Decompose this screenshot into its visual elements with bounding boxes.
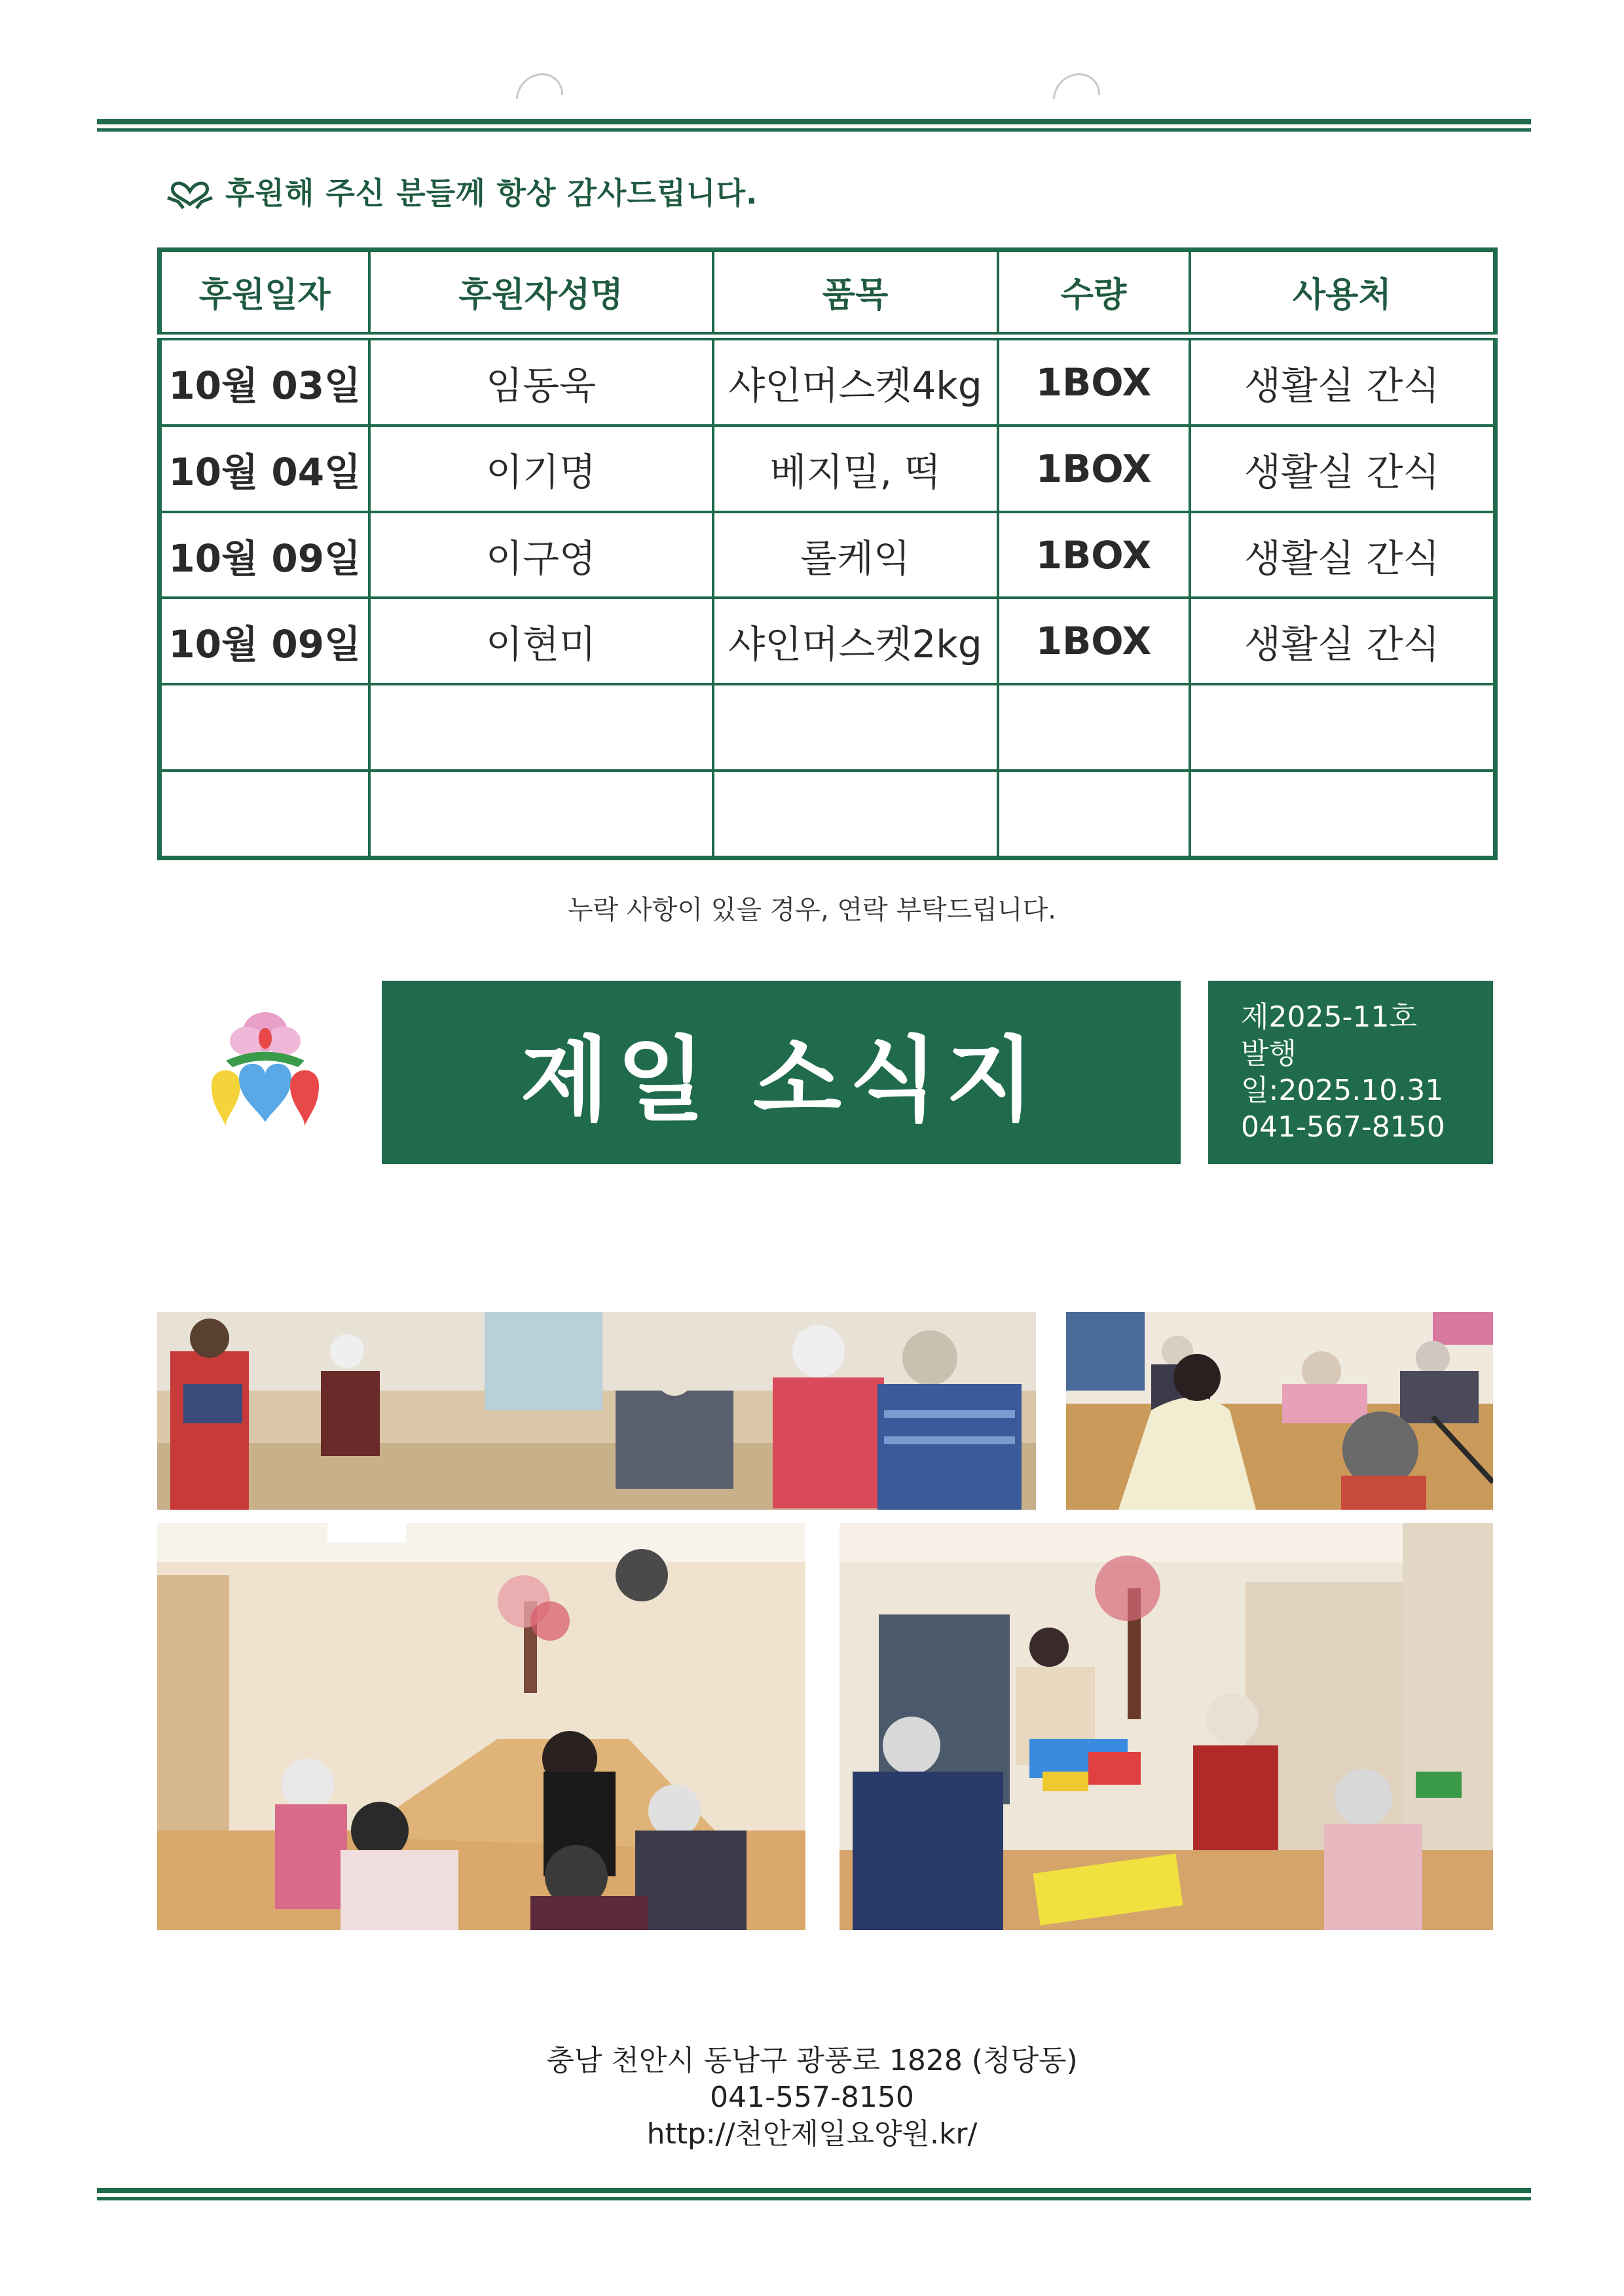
cell-date: 10월 04일 [160, 426, 369, 512]
footer-contact [0, 2043, 1624, 2153]
cell-quantity [998, 771, 1190, 858]
issue-info-box [1208, 981, 1493, 1164]
cell-quantity [998, 684, 1190, 771]
thanks-text: 후원해 주신 분들께 항상 감사드립니다. [225, 175, 758, 211]
contact-phone: 041-567-8150 [1241, 1110, 1445, 1144]
cell-quantity: 1BOX [998, 336, 1190, 425]
cell-quantity: 1BOX [998, 598, 1190, 684]
cell-usage: 생활실 간식 [1190, 598, 1496, 684]
cell-usage: 생활실 간식 [1190, 426, 1496, 512]
cell-item [713, 684, 998, 771]
footer-url[interactable]: http://천안제일요양원.kr/ [646, 2117, 978, 2151]
table-row-empty [160, 684, 1496, 771]
cell-donor: 이기명 [369, 426, 713, 512]
cell-donor: 이구영 [369, 512, 713, 598]
cell-date [160, 771, 369, 858]
table-row [160, 336, 1496, 425]
footer-address: 충남 천안시 동남구 광풍로 1828 (청당동) [546, 2044, 1078, 2077]
column-header-usage: 사용처 [1190, 250, 1496, 337]
cell-date: 10월 09일 [160, 512, 369, 598]
column-header-item: 품목 [713, 250, 998, 337]
cell-donor: 이현미 [369, 598, 713, 684]
table-row [160, 426, 1496, 512]
cell-item: 베지밀, 떡 [713, 426, 998, 512]
cell-donor [369, 684, 713, 771]
cell-donor [369, 771, 713, 858]
column-header-quantity: 수량 [998, 250, 1190, 337]
column-header-donor: 후원자성명 [369, 250, 713, 337]
top-rule [97, 119, 1531, 134]
cell-quantity: 1BOX [998, 512, 1190, 598]
footer-phone: 041-557-8150 [710, 2081, 914, 2114]
cell-usage [1190, 684, 1496, 771]
cell-usage: 생활실 간식 [1190, 336, 1496, 425]
hands-heart-icon [164, 172, 216, 211]
thanks-heading [164, 172, 758, 211]
table-row-empty [160, 771, 1496, 858]
cell-usage [1190, 771, 1496, 858]
photo-activity-table [1066, 1312, 1493, 1510]
table-row [160, 512, 1496, 598]
cell-item: 샤인머스켓2kg [713, 598, 998, 684]
newsletter-title-banner [382, 981, 1181, 1164]
cell-item [713, 771, 998, 858]
cell-date: 10월 09일 [160, 598, 369, 684]
cell-usage: 생활실 간식 [1190, 512, 1496, 598]
photo-residents-hallway [157, 1312, 1036, 1510]
donation-table [157, 247, 1498, 860]
column-header-date: 후원일자 [160, 250, 369, 337]
omission-notice: 누락 사항이 있을 경우, 연락 부탁드립니다. [568, 895, 1056, 925]
cell-date [160, 684, 369, 771]
newsletter-title: 제일 소식지 [520, 1027, 1043, 1134]
table-row [160, 598, 1496, 684]
table-header-row [160, 250, 1496, 337]
photo-dining-room-activity [157, 1523, 805, 1930]
issue-number: 제2025-11호 [1241, 1000, 1417, 1034]
cell-donor: 임동욱 [369, 336, 713, 425]
flower-heart-logo-icon [200, 1007, 331, 1131]
publish-date: 발행일:2025.10.31 [1241, 1037, 1444, 1107]
bottom-rule [97, 2188, 1531, 2202]
cell-item: 샤인머스켓4kg [713, 336, 998, 425]
cell-item: 롤케익 [713, 512, 998, 598]
cell-quantity: 1BOX [998, 426, 1190, 512]
photo-craft-activity [840, 1523, 1493, 1930]
cell-date: 10월 03일 [160, 336, 369, 425]
